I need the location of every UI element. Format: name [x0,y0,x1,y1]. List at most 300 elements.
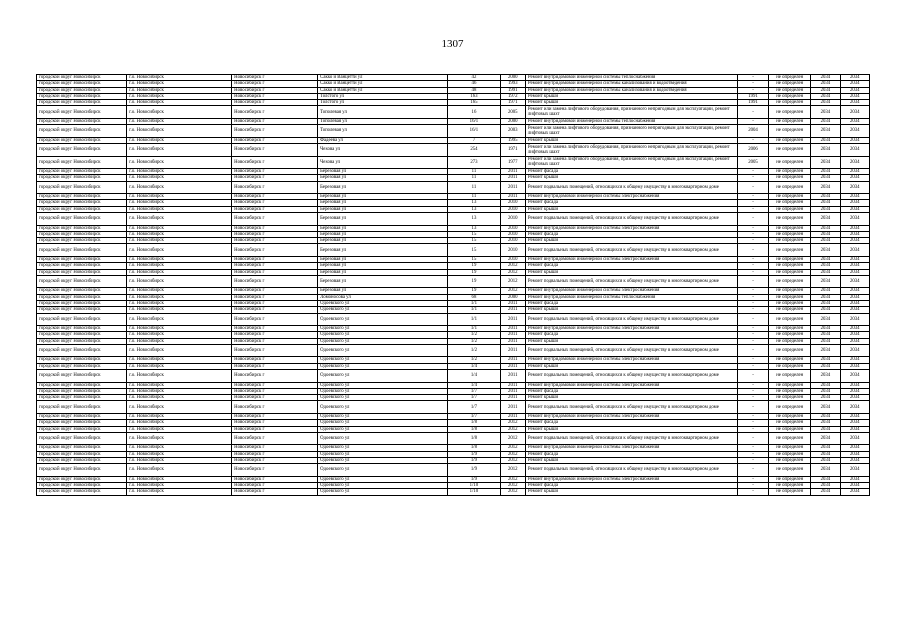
street-cell: Одоевского ул [318,344,448,357]
year-built-cell: 2012 [500,451,525,457]
municipality-cell: г.о. Новосибирск [127,256,232,262]
planned-start-cell: 2034 [811,213,840,226]
city-cell: Новосибирск г [232,313,318,326]
planned-end-cell: 2034 [840,81,869,87]
city-cell: Новосибирск г [232,100,318,106]
planned-start-cell: 2034 [811,256,840,262]
house-number-cell: 11 [448,194,500,200]
city-cell: Новосибирск г [232,244,318,257]
district-cell: городской округ Новосибирск [37,238,127,244]
table-row [37,144,870,157]
planned-end-cell: 2034 [840,256,869,262]
year-built-cell: 2010 [500,238,525,244]
street-cell: Березовая ул [318,181,448,194]
year-built-cell: 2012 [500,482,525,488]
previous-repair-year-cell: - [737,413,768,419]
street-cell: Березовая ул [318,238,448,244]
street-cell: Чехова ул [318,156,448,169]
district-cell: городской округ Новосибирск [37,118,127,124]
planned-end-cell: 2034 [840,338,869,344]
street-cell: Одоевского ул [318,464,448,477]
planned-start-cell: 2034 [811,244,840,257]
work-type-cell: Ремонт внутридомовой инженерной системы электроснабжения [525,326,737,332]
planned-end-cell: 2034 [840,244,869,257]
city-cell: Новосибирск г [232,256,318,262]
street-cell: Одоевского ул [318,457,448,463]
year-built-cell: 2012 [500,457,525,463]
year-built-cell: 2011 [500,388,525,394]
work-type-cell: Ремонт фасада [525,169,737,175]
table-row [37,244,870,257]
city-cell: Новосибирск г [232,181,318,194]
planned-start-cell: 2034 [811,294,840,300]
risk-cell: не определен [769,451,811,457]
planned-end-cell: 2034 [840,238,869,244]
street-cell: Березовая ул [318,225,448,231]
district-cell: городской округ Новосибирск [37,413,127,419]
planned-end-cell: 2034 [840,118,869,124]
planned-end-cell: 2034 [840,231,869,237]
street-cell: Одоевского ул [318,432,448,445]
house-number-cell: 1/9 [448,451,500,457]
municipality-cell: г.о. Новосибирск [127,388,232,394]
house-number-cell: 1/9 [448,464,500,477]
previous-repair-year-cell: - [737,194,768,200]
work-type-cell: Ремонт крыши [525,363,737,369]
district-cell: городской округ Новосибирск [37,326,127,332]
house-number-cell: 15 [448,238,500,244]
district-cell: городской округ Новосибирск [37,181,127,194]
work-type-cell: Ремонт внутридомовой инженерной системы канализования и водоотведения [525,81,737,87]
city-cell: Новосибирск г [232,326,318,332]
house-number-cell: 165 [448,100,500,106]
repair-schedule-table [36,74,870,496]
table-row [37,489,870,495]
previous-repair-year-cell: - [737,382,768,388]
municipality-cell: г.о. Новосибирск [127,457,232,463]
planned-start-cell: 2034 [811,451,840,457]
table-row [37,313,870,326]
previous-repair-year-cell: 1991 [737,100,768,106]
previous-repair-year-cell: - [737,332,768,338]
previous-repair-year-cell: - [737,169,768,175]
planned-start-cell: 2034 [811,300,840,306]
work-type-cell: Ремонт крыши [525,206,737,212]
year-built-cell: 1995 [500,137,525,143]
year-built-cell: 2005 [500,106,525,119]
municipality-cell: г.о. Новосибирск [127,125,232,138]
work-type-cell: Ремонт фасада [525,200,737,206]
risk-cell: не определен [769,75,811,81]
risk-cell: не определен [769,395,811,401]
year-built-cell: 2012 [500,288,525,294]
year-built-cell: 1972 [500,93,525,99]
planned-end-cell: 2034 [840,420,869,426]
street-cell: Березовая ул [318,275,448,288]
previous-repair-year-cell: 2004 [737,125,768,138]
city-cell: Новосибирск г [232,395,318,401]
planned-start-cell: 2034 [811,125,840,138]
work-type-cell: Ремонт фасада [525,263,737,269]
planned-start-cell: 2034 [811,144,840,157]
planned-end-cell: 2034 [840,457,869,463]
year-built-cell: 2012 [500,476,525,482]
district-cell: городской округ Новосибирск [37,476,127,482]
city-cell: Новосибирск г [232,81,318,87]
risk-cell: не определен [769,175,811,181]
house-number-cell: 1/4 [448,363,500,369]
previous-repair-year-cell: - [737,87,768,93]
street-cell: Одоевского ул [318,445,448,451]
municipality-cell: г.о. Новосибирск [127,420,232,426]
risk-cell: не определен [769,288,811,294]
street-cell: Одоевского ул [318,338,448,344]
house-number-cell: 13 [448,225,500,231]
year-built-cell: 2012 [500,445,525,451]
municipality-cell: г.о. Новосибирск [127,231,232,237]
year-built-cell: 2010 [500,256,525,262]
risk-cell: не определен [769,244,811,257]
district-cell: городской округ Новосибирск [37,432,127,445]
table-row [37,213,870,226]
city-cell: Новосибирск г [232,489,318,495]
city-cell: Новосибирск г [232,213,318,226]
previous-repair-year-cell: - [737,256,768,262]
city-cell: Новосибирск г [232,338,318,344]
street-cell: Тополевая ул [318,118,448,124]
work-type-cell: Ремонт внутридомовой инженерной системы электроснабжения [525,225,737,231]
year-built-cell: 2012 [500,432,525,445]
planned-start-cell: 2034 [811,420,840,426]
year-built-cell: 2011 [500,332,525,338]
district-cell: городской округ Новосибирск [37,137,127,143]
district-cell: городской округ Новосибирск [37,81,127,87]
municipality-cell: г.о. Новосибирск [127,313,232,326]
previous-repair-year-cell: - [737,300,768,306]
district-cell: городской округ Новосибирск [37,344,127,357]
year-built-cell: 1971 [500,144,525,157]
house-number-cell: 1/9 [448,457,500,463]
planned-end-cell: 2034 [840,106,869,119]
previous-repair-year-cell: - [737,445,768,451]
planned-start-cell: 2034 [811,363,840,369]
city-cell: Новосибирск г [232,144,318,157]
previous-repair-year-cell: - [737,338,768,344]
city-cell: Новосибирск г [232,482,318,488]
planned-end-cell: 2034 [840,206,869,212]
city-cell: Новосибирск г [232,388,318,394]
street-cell: Березовая ул [318,194,448,200]
street-cell: Березовая ул [318,169,448,175]
street-cell: Одоевского ул [318,332,448,338]
planned-end-cell: 2034 [840,451,869,457]
planned-end-cell: 2034 [840,326,869,332]
year-built-cell: 2010 [500,231,525,237]
city-cell: Новосибирск г [232,194,318,200]
district-cell: городской округ Новосибирск [37,307,127,313]
street-cell: Тополевая ул [318,106,448,119]
work-type-cell: Ремонт крыши [525,238,737,244]
previous-repair-year-cell: - [737,344,768,357]
risk-cell: не определен [769,294,811,300]
district-cell: городской округ Новосибирск [37,75,127,81]
municipality-cell: г.о. Новосибирск [127,426,232,432]
planned-end-cell: 2034 [840,125,869,138]
street-cell: Тополевая ул [318,125,448,138]
city-cell: Новосибирск г [232,125,318,138]
previous-repair-year-cell: - [737,326,768,332]
city-cell: Новосибирск г [232,363,318,369]
planned-start-cell: 2034 [811,175,840,181]
municipality-cell: г.о. Новосибирск [127,288,232,294]
planned-end-cell: 2034 [840,395,869,401]
work-type-cell: Ремонт подвальных помещений, относящихся к общему имуществу в многоквартирном доме [525,213,737,226]
house-number-cell: 1/1 [448,307,500,313]
previous-repair-year-cell: - [737,263,768,269]
city-cell: Новосибирск г [232,263,318,269]
district-cell: городской округ Новосибирск [37,144,127,157]
city-cell: Новосибирск г [232,457,318,463]
planned-start-cell: 2034 [811,206,840,212]
previous-repair-year-cell: - [737,294,768,300]
risk-cell: не определен [769,445,811,451]
year-built-cell: 2011 [500,344,525,357]
planned-start-cell: 2034 [811,432,840,445]
city-cell: Новосибирск г [232,137,318,143]
street-cell: Одоевского ул [318,401,448,414]
year-built-cell: 2011 [500,370,525,383]
planned-end-cell: 2034 [840,175,869,181]
city-cell: Новосибирск г [232,231,318,237]
work-type-cell: Ремонт или замена лифтового оборудования, признанного непригодным для эксплуатации, ремонт лифтовых шахт [525,125,737,138]
municipality-cell: г.о. Новосибирск [127,225,232,231]
year-built-cell: 2003 [500,125,525,138]
planned-start-cell: 2034 [811,100,840,106]
year-built-cell: 2011 [500,401,525,414]
municipality-cell: г.о. Новосибирск [127,307,232,313]
table-row [37,125,870,138]
city-cell: Новосибирск г [232,344,318,357]
planned-start-cell: 2034 [811,87,840,93]
work-type-cell: Ремонт внутридомовой инженерной системы электроснабжения [525,476,737,482]
risk-cell: не определен [769,263,811,269]
risk-cell: не определен [769,370,811,383]
street-cell: Чехова ул [318,144,448,157]
planned-start-cell: 2034 [811,263,840,269]
planned-start-cell: 2034 [811,401,840,414]
year-built-cell: 2011 [500,413,525,419]
planned-start-cell: 2034 [811,118,840,124]
municipality-cell: г.о. Новосибирск [127,156,232,169]
risk-cell: не определен [769,181,811,194]
planned-end-cell: 2034 [840,413,869,419]
previous-repair-year-cell: - [737,363,768,369]
planned-start-cell: 2034 [811,269,840,275]
municipality-cell: г.о. Новосибирск [127,100,232,106]
street-cell: Одоевского ул [318,313,448,326]
house-number-cell: 1/2 [448,332,500,338]
planned-start-cell: 2034 [811,288,840,294]
planned-end-cell: 2034 [840,476,869,482]
year-built-cell: 2012 [500,489,525,495]
year-built-cell: 2012 [500,426,525,432]
district-cell: городской округ Новосибирск [37,288,127,294]
year-built-cell: 2011 [500,363,525,369]
house-number-cell: 15 [448,256,500,262]
street-cell: Березовая ул [318,175,448,181]
planned-start-cell: 2034 [811,395,840,401]
municipality-cell: г.о. Новосибирск [127,244,232,257]
work-type-cell: Ремонт подвальных помещений, относящихся к общему имуществу в многоквартирном доме [525,401,737,414]
previous-repair-year-cell: - [737,106,768,119]
work-type-cell: Ремонт внутридомовой инженерной системы электроснабжения [525,445,737,451]
work-type-cell: Ремонт внутридомовой инженерной системы электроснабжения [525,288,737,294]
planned-end-cell: 2034 [840,93,869,99]
street-cell: Одоевского ул [318,420,448,426]
previous-repair-year-cell: - [737,275,768,288]
municipality-cell: г.о. Новосибирск [127,464,232,477]
risk-cell: не определен [769,326,811,332]
house-number-cell: 7 [448,137,500,143]
risk-cell: не определен [769,413,811,419]
municipality-cell: г.о. Новосибирск [127,206,232,212]
risk-cell: не определен [769,100,811,106]
work-type-cell: Ремонт крыши [525,489,737,495]
municipality-cell: г.о. Новосибирск [127,137,232,143]
district-cell: городской округ Новосибирск [37,294,127,300]
street-cell: Березовая ул [318,244,448,257]
street-cell: Фадеева ул [318,137,448,143]
house-number-cell: 19 [448,288,500,294]
city-cell: Новосибирск г [232,200,318,206]
planned-end-cell: 2034 [840,156,869,169]
risk-cell: не определен [769,206,811,212]
work-type-cell: Ремонт внутридомовой инженерной системы теплоснабжения [525,294,737,300]
risk-cell: не определен [769,81,811,87]
city-cell: Новосибирск г [232,420,318,426]
planned-start-cell: 2034 [811,357,840,363]
city-cell: Новосибирск г [232,238,318,244]
planned-end-cell: 2034 [840,137,869,143]
risk-cell: не определен [769,464,811,477]
previous-repair-year-cell: - [737,238,768,244]
planned-start-cell: 2034 [811,238,840,244]
planned-end-cell: 2034 [840,169,869,175]
risk-cell: не определен [769,225,811,231]
city-cell: Новосибирск г [232,87,318,93]
planned-end-cell: 2034 [840,263,869,269]
house-number-cell: 19 [448,275,500,288]
work-type-cell: Ремонт или замена лифтового оборудования, признанного непригодным для эксплуатации, ремонт лифтовых шахт [525,144,737,157]
house-number-cell: 1/7 [448,401,500,414]
planned-start-cell: 2034 [811,231,840,237]
house-number-cell: 15 [448,231,500,237]
work-type-cell: Ремонт фасада [525,482,737,488]
previous-repair-year-cell: - [737,370,768,383]
planned-start-cell: 2034 [811,169,840,175]
district-cell: городской округ Новосибирск [37,125,127,138]
city-cell: Новосибирск г [232,370,318,383]
planned-start-cell: 2034 [811,307,840,313]
district-cell: городской округ Новосибирск [37,395,127,401]
district-cell: городской округ Новосибирск [37,451,127,457]
municipality-cell: г.о. Новосибирск [127,395,232,401]
city-cell: Новосибирск г [232,300,318,306]
risk-cell: не определен [769,300,811,306]
street-cell: Березовая ул [318,213,448,226]
street-cell: Одоевского ул [318,426,448,432]
previous-repair-year-cell: - [737,175,768,181]
planned-start-cell: 2034 [811,489,840,495]
city-cell: Новосибирск г [232,464,318,477]
municipality-cell: г.о. Новосибирск [127,363,232,369]
municipality-cell: г.о. Новосибирск [127,87,232,93]
planned-start-cell: 2034 [811,482,840,488]
district-cell: городской округ Новосибирск [37,426,127,432]
work-type-cell: Ремонт подвальных помещений, относящихся к общему имуществу в многоквартирном доме [525,344,737,357]
risk-cell: не определен [769,194,811,200]
municipality-cell: г.о. Новосибирск [127,81,232,87]
municipality-cell: г.о. Новосибирск [127,489,232,495]
year-built-cell: 1991 [500,87,525,93]
planned-end-cell: 2034 [840,357,869,363]
planned-end-cell: 2034 [840,288,869,294]
work-type-cell: Ремонт внутридомовой инженерной системы электроснабжения [525,413,737,419]
municipality-cell: г.о. Новосибирск [127,213,232,226]
risk-cell: не определен [769,426,811,432]
city-cell: Новосибирск г [232,445,318,451]
risk-cell: не определен [769,106,811,119]
risk-cell: не определен [769,357,811,363]
street-cell: Одоевского ул [318,357,448,363]
municipality-cell: г.о. Новосибирск [127,382,232,388]
previous-repair-year-cell: - [737,388,768,394]
risk-cell: не определен [769,156,811,169]
risk-cell: не определен [769,87,811,93]
year-built-cell: 2011 [500,181,525,194]
previous-repair-year-cell: - [737,81,768,87]
table-row [37,275,870,288]
table-row [37,432,870,445]
year-built-cell: 1971 [500,100,525,106]
street-cell: Березовая ул [318,200,448,206]
municipality-cell: г.о. Новосибирск [127,169,232,175]
planned-end-cell: 2034 [840,200,869,206]
district-cell: городской округ Новосибирск [37,106,127,119]
house-number-cell: 16 [448,106,500,119]
work-type-cell: Ремонт подвальных помещений, относящихся к общему имуществу в многоквартирном доме [525,370,737,383]
planned-start-cell: 2034 [811,181,840,194]
street-cell: Сакко и Ванцетти ул [318,87,448,93]
previous-repair-year-cell: - [737,489,768,495]
district-cell: городской округ Новосибирск [37,269,127,275]
street-cell: Одоевского ул [318,482,448,488]
work-type-cell: Ремонт внутридомовой инженерной системы электроснабжения [525,382,737,388]
risk-cell: не определен [769,420,811,426]
planned-end-cell: 2034 [840,332,869,338]
planned-end-cell: 2034 [840,432,869,445]
year-built-cell: 2011 [500,300,525,306]
work-type-cell: Ремонт фасада [525,451,737,457]
previous-repair-year-cell: - [737,137,768,143]
planned-end-cell: 2034 [840,307,869,313]
city-cell: Новосибирск г [232,476,318,482]
planned-start-cell: 2034 [811,75,840,81]
municipality-cell: г.о. Новосибирск [127,144,232,157]
house-number-cell: 68 [448,294,500,300]
street-cell: Одоевского ул [318,382,448,388]
previous-repair-year-cell: - [737,401,768,414]
